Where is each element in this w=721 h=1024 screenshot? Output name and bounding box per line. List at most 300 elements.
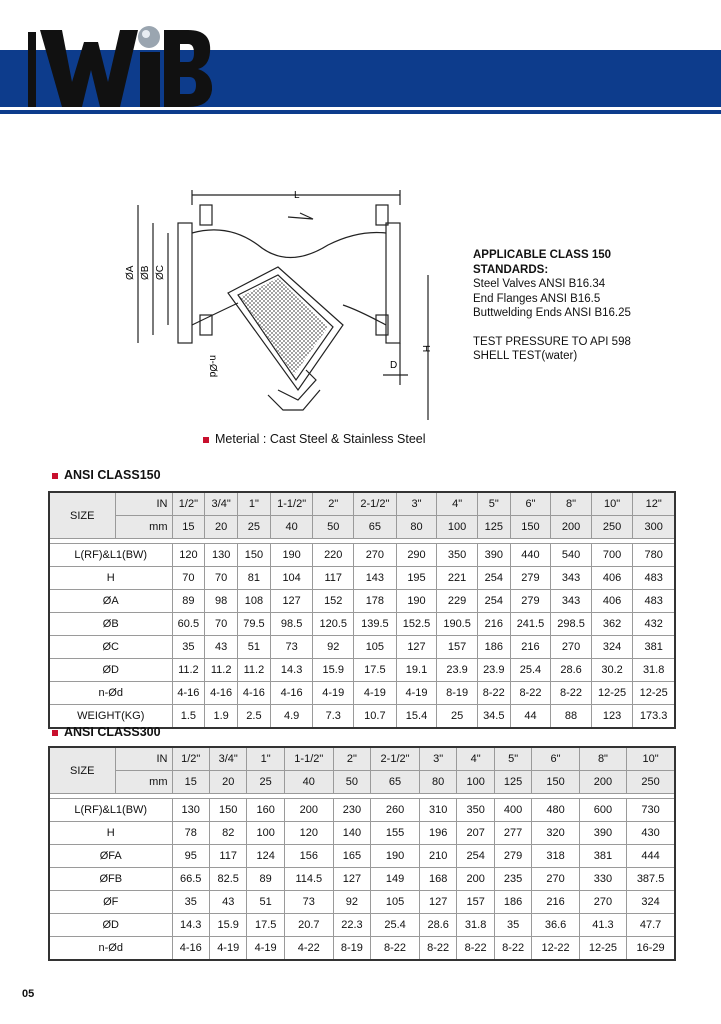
value-cell: 2.5	[238, 705, 271, 729]
value-cell: 160	[247, 799, 284, 822]
size-mm-cell: 100	[457, 771, 494, 794]
size-in-cell: 10"	[591, 492, 632, 516]
value-cell: 25	[437, 705, 478, 729]
value-cell: 47.7	[627, 914, 675, 937]
value-cell: 343	[551, 567, 592, 590]
applicable-standards	[473, 248, 703, 364]
value-cell: 4-19	[209, 937, 246, 961]
value-cell: 229	[437, 590, 478, 613]
value-cell: 152.5	[396, 613, 437, 636]
value-cell: 31.8	[633, 659, 675, 682]
test-pressure: TEST PRESSURE TO API 598	[473, 335, 631, 348]
value-cell: 4-22	[284, 937, 333, 961]
size-header: SIZE	[49, 747, 115, 794]
row-label: H	[49, 567, 172, 590]
value-cell: 12-25	[579, 937, 626, 961]
size-mm-cell: 100	[437, 516, 478, 539]
value-cell: 19.1	[396, 659, 437, 682]
value-cell: 22.3	[333, 914, 370, 937]
value-cell: 343	[551, 590, 592, 613]
value-cell: 254	[477, 567, 510, 590]
value-cell: 279	[510, 567, 551, 590]
size-in-cell: 5"	[494, 747, 531, 771]
value-cell: 387.5	[627, 868, 675, 891]
value-cell: 157	[437, 636, 478, 659]
value-cell: 152	[313, 590, 354, 613]
value-cell: 8-22	[551, 682, 592, 705]
value-cell: 25.4	[371, 914, 420, 937]
value-cell: 362	[591, 613, 632, 636]
size-mm-cell: 15	[172, 516, 205, 539]
value-cell: 190	[371, 845, 420, 868]
value-cell: 11.2	[205, 659, 238, 682]
value-cell: 8-19	[333, 937, 370, 961]
value-cell: 254	[477, 590, 510, 613]
value-cell: 168	[419, 868, 456, 891]
table-row	[49, 659, 675, 682]
value-cell: 66.5	[172, 868, 209, 891]
size-mm-cell: 40	[270, 516, 313, 539]
standards-subtitle: STANDARDS:	[473, 263, 549, 276]
size-in-cell: 12"	[633, 492, 675, 516]
size-in-cell: 3/4"	[209, 747, 246, 771]
value-cell: 127	[396, 636, 437, 659]
row-label: n-Ød	[49, 937, 172, 961]
value-cell: 279	[510, 590, 551, 613]
table-row	[49, 799, 675, 822]
value-cell: 34.5	[477, 705, 510, 729]
value-cell: 190	[270, 544, 313, 567]
value-cell: 120.5	[313, 613, 354, 636]
size-mm-cell: 20	[209, 771, 246, 794]
standard-line: Buttwelding Ends ANSI B16.25	[473, 307, 631, 319]
value-cell: 150	[238, 544, 271, 567]
value-cell: 124	[247, 845, 284, 868]
value-cell: 350	[457, 799, 494, 822]
size-mm-cell: 50	[333, 771, 370, 794]
value-cell: 480	[532, 799, 579, 822]
size-mm-cell: 125	[477, 516, 510, 539]
value-cell: 78	[172, 822, 209, 845]
value-cell: 4-16	[205, 682, 238, 705]
wb-logo	[28, 22, 213, 117]
value-cell: 28.6	[419, 914, 456, 937]
value-cell: 100	[247, 822, 284, 845]
row-label: ØC	[49, 636, 172, 659]
value-cell: 82.5	[209, 868, 246, 891]
value-cell: 277	[494, 822, 531, 845]
value-cell: 79.5	[238, 613, 271, 636]
value-cell: 4-16	[172, 937, 209, 961]
value-cell: 156	[284, 845, 333, 868]
value-cell: 120	[284, 822, 333, 845]
table-row	[49, 567, 675, 590]
value-cell: 260	[371, 799, 420, 822]
size-in-cell: 6"	[510, 492, 551, 516]
size-mm-cell: 20	[205, 516, 238, 539]
value-cell: 270	[532, 868, 579, 891]
dim-L-label: L	[294, 190, 300, 201]
size-in-cell: 8"	[551, 492, 592, 516]
value-cell: 298.5	[551, 613, 592, 636]
value-cell: 406	[591, 567, 632, 590]
value-cell: 8-19	[437, 682, 478, 705]
size-mm-cell: 50	[313, 516, 354, 539]
value-cell: 14.3	[270, 659, 313, 682]
value-cell: 390	[477, 544, 510, 567]
value-cell: 254	[457, 845, 494, 868]
value-cell: 88	[551, 705, 592, 729]
value-cell: 123	[591, 705, 632, 729]
value-cell: 780	[633, 544, 675, 567]
row-label: ØF	[49, 891, 172, 914]
table-row	[49, 822, 675, 845]
value-cell: 4-16	[270, 682, 313, 705]
value-cell: 35	[172, 891, 209, 914]
size-in-cell: 1/2"	[172, 747, 209, 771]
value-cell: 149	[371, 868, 420, 891]
value-cell: 230	[333, 799, 370, 822]
value-cell: 117	[209, 845, 246, 868]
class300-table	[48, 746, 676, 961]
value-cell: 20.7	[284, 914, 333, 937]
table-row	[49, 682, 675, 705]
value-cell: 35	[172, 636, 205, 659]
value-cell: 235	[494, 868, 531, 891]
value-cell: 82	[209, 822, 246, 845]
value-cell: 51	[238, 636, 271, 659]
value-cell: 11.2	[238, 659, 271, 682]
strainer-drawing	[125, 185, 448, 430]
value-cell: 157	[457, 891, 494, 914]
value-cell: 92	[313, 636, 354, 659]
value-cell: 4-19	[313, 682, 354, 705]
value-cell: 12-25	[591, 682, 632, 705]
value-cell: 81	[238, 567, 271, 590]
value-cell: 381	[633, 636, 675, 659]
mm-header: mm	[115, 771, 172, 794]
value-cell: 4-16	[238, 682, 271, 705]
value-cell: 15.9	[313, 659, 354, 682]
size-mm-cell: 300	[633, 516, 675, 539]
dim-D-label: D	[390, 360, 398, 371]
dim-nd-label: n-Ød	[207, 355, 218, 378]
row-label: H	[49, 822, 172, 845]
table-row	[49, 636, 675, 659]
size-mm-cell: 150	[532, 771, 579, 794]
value-cell: 92	[333, 891, 370, 914]
size-in-cell: 1-1/2"	[270, 492, 313, 516]
size-in-cell: 2"	[333, 747, 370, 771]
value-cell: 155	[371, 822, 420, 845]
value-cell: 196	[419, 822, 456, 845]
value-cell: 540	[551, 544, 592, 567]
size-in-cell: 4"	[457, 747, 494, 771]
value-cell: 8-22	[477, 682, 510, 705]
value-cell: 1.5	[172, 705, 205, 729]
value-cell: 127	[270, 590, 313, 613]
value-cell: 70	[205, 567, 238, 590]
value-cell: 16-29	[627, 937, 675, 961]
row-label: n-Ød	[49, 682, 172, 705]
value-cell: 165	[333, 845, 370, 868]
value-cell: 4.9	[270, 705, 313, 729]
value-cell: 4-19	[247, 937, 284, 961]
value-cell: 17.5	[247, 914, 284, 937]
value-cell: 270	[551, 636, 592, 659]
value-cell: 700	[591, 544, 632, 567]
row-label: ØD	[49, 659, 172, 682]
size-in-cell: 1"	[247, 747, 284, 771]
size-mm-cell: 250	[591, 516, 632, 539]
value-cell: 432	[633, 613, 675, 636]
size-mm-cell: 80	[419, 771, 456, 794]
value-cell: 70	[205, 613, 238, 636]
value-cell: 220	[313, 544, 354, 567]
shell-test: SHELL TEST(water)	[473, 350, 578, 362]
in-header: IN	[115, 747, 172, 771]
value-cell: 98	[205, 590, 238, 613]
value-cell: 140	[333, 822, 370, 845]
value-cell: 190	[396, 590, 437, 613]
value-cell: 89	[247, 868, 284, 891]
value-cell: 150	[209, 799, 246, 822]
value-cell: 60.5	[172, 613, 205, 636]
value-cell: 290	[396, 544, 437, 567]
value-cell: 320	[532, 822, 579, 845]
value-cell: 114.5	[284, 868, 333, 891]
size-mm-cell: 15	[172, 771, 209, 794]
size-in-cell: 3"	[396, 492, 437, 516]
page-number: 05	[22, 988, 35, 1000]
value-cell: 104	[270, 567, 313, 590]
value-cell: 4-16	[172, 682, 205, 705]
table-row	[49, 613, 675, 636]
table-row	[49, 590, 675, 613]
row-label: ØD	[49, 914, 172, 937]
value-cell: 43	[209, 891, 246, 914]
value-cell: 35	[494, 914, 531, 937]
value-cell: 186	[477, 636, 510, 659]
value-cell: 8-22	[419, 937, 456, 961]
size-in-cell: 10"	[627, 747, 675, 771]
value-cell: 8-22	[371, 937, 420, 961]
class150-table	[48, 491, 676, 729]
class150-title	[52, 468, 161, 482]
row-label: ØA	[49, 590, 172, 613]
dim-H-label: H	[420, 345, 431, 353]
standards-title: APPLICABLE CLASS 150	[473, 249, 612, 261]
size-in-cell: 2-1/2"	[371, 747, 420, 771]
value-cell: 73	[284, 891, 333, 914]
value-cell: 17.5	[354, 659, 397, 682]
value-cell: 381	[579, 845, 626, 868]
value-cell: 23.9	[437, 659, 478, 682]
value-cell: 120	[172, 544, 205, 567]
value-cell: 43	[205, 636, 238, 659]
size-in-cell: 2-1/2"	[354, 492, 397, 516]
size-in-cell: 1-1/2"	[284, 747, 333, 771]
value-cell: 25.4	[510, 659, 551, 682]
value-cell: 216	[477, 613, 510, 636]
size-mm-cell: 250	[627, 771, 675, 794]
size-in-cell: 5"	[477, 492, 510, 516]
value-cell: 483	[633, 567, 675, 590]
size-mm-cell: 25	[247, 771, 284, 794]
value-cell: 8-22	[510, 682, 551, 705]
value-cell: 11.2	[172, 659, 205, 682]
value-cell: 10.7	[354, 705, 397, 729]
table-row	[49, 891, 675, 914]
value-cell: 12-22	[532, 937, 579, 961]
size-mm-cell: 200	[551, 516, 592, 539]
value-cell: 200	[457, 868, 494, 891]
value-cell: 28.6	[551, 659, 592, 682]
row-label: ØFB	[49, 868, 172, 891]
value-cell: 350	[437, 544, 478, 567]
value-cell: 324	[627, 891, 675, 914]
size-in-cell: 8"	[579, 747, 626, 771]
material-note	[203, 432, 426, 446]
value-cell: 190.5	[437, 613, 478, 636]
value-cell: 44	[510, 705, 551, 729]
size-mm-cell: 125	[494, 771, 531, 794]
value-cell: 210	[419, 845, 456, 868]
value-cell: 98.5	[270, 613, 313, 636]
size-header: SIZE	[49, 492, 115, 539]
value-cell: 318	[532, 845, 579, 868]
bullet-icon	[203, 437, 209, 443]
bullet-icon	[52, 730, 58, 736]
dim-B-label: ØB	[140, 265, 151, 280]
table-row	[49, 937, 675, 961]
in-header: IN	[115, 492, 172, 516]
value-cell: 440	[510, 544, 551, 567]
size-mm-cell: 80	[396, 516, 437, 539]
value-cell: 310	[419, 799, 456, 822]
value-cell: 279	[494, 845, 531, 868]
value-cell: 4-19	[396, 682, 437, 705]
value-cell: 7.3	[313, 705, 354, 729]
size-in-cell: 6"	[532, 747, 579, 771]
table-row	[49, 914, 675, 937]
value-cell: 15.4	[396, 705, 437, 729]
value-cell: 41.3	[579, 914, 626, 937]
value-cell: 108	[238, 590, 271, 613]
dim-C-label: ØC	[155, 265, 166, 280]
value-cell: 105	[371, 891, 420, 914]
table-row	[49, 868, 675, 891]
value-cell: 195	[396, 567, 437, 590]
value-cell: 400	[494, 799, 531, 822]
value-cell: 117	[313, 567, 354, 590]
value-cell: 15.9	[209, 914, 246, 937]
value-cell: 130	[172, 799, 209, 822]
size-mm-cell: 200	[579, 771, 626, 794]
value-cell: 8-22	[494, 937, 531, 961]
size-mm-cell: 65	[371, 771, 420, 794]
value-cell: 483	[633, 590, 675, 613]
value-cell: 14.3	[172, 914, 209, 937]
value-cell: 200	[284, 799, 333, 822]
size-mm-cell: 65	[354, 516, 397, 539]
size-in-cell: 2"	[313, 492, 354, 516]
value-cell: 4-19	[354, 682, 397, 705]
standard-line: Steel Valves ANSI B16.34	[473, 278, 606, 290]
row-label: L(RF)&L1(BW)	[49, 799, 172, 822]
value-cell: 127	[419, 891, 456, 914]
value-cell: 8-22	[457, 937, 494, 961]
dim-A-label: ØA	[125, 265, 136, 280]
row-label: ØB	[49, 613, 172, 636]
value-cell: 36.6	[532, 914, 579, 937]
value-cell: 73	[270, 636, 313, 659]
value-cell: 139.5	[354, 613, 397, 636]
value-cell: 89	[172, 590, 205, 613]
size-in-cell: 1/2"	[172, 492, 205, 516]
value-cell: 105	[354, 636, 397, 659]
table-row	[49, 845, 675, 868]
value-cell: 31.8	[457, 914, 494, 937]
value-cell: 127	[333, 868, 370, 891]
value-cell: 324	[591, 636, 632, 659]
value-cell: 216	[510, 636, 551, 659]
value-cell: 406	[591, 590, 632, 613]
value-cell: 70	[172, 567, 205, 590]
value-cell: 186	[494, 891, 531, 914]
size-mm-cell: 40	[284, 771, 333, 794]
value-cell: 173.3	[633, 705, 675, 729]
value-cell: 330	[579, 868, 626, 891]
table-row	[49, 544, 675, 567]
row-label: ØFA	[49, 845, 172, 868]
class150-title-text: ANSI CLASS150	[64, 468, 161, 482]
value-cell: 730	[627, 799, 675, 822]
value-cell: 12-25	[633, 682, 675, 705]
size-in-cell: 1"	[238, 492, 271, 516]
value-cell: 143	[354, 567, 397, 590]
material-text: Meterial : Cast Steel & Stainless Steel	[215, 432, 426, 446]
value-cell: 130	[205, 544, 238, 567]
value-cell: 430	[627, 822, 675, 845]
value-cell: 600	[579, 799, 626, 822]
row-label: L(RF)&L1(BW)	[49, 544, 172, 567]
value-cell: 270	[354, 544, 397, 567]
size-in-cell: 4"	[437, 492, 478, 516]
value-cell: 241.5	[510, 613, 551, 636]
bullet-icon	[52, 473, 58, 479]
value-cell: 444	[627, 845, 675, 868]
value-cell: 95	[172, 845, 209, 868]
size-in-cell: 3"	[419, 747, 456, 771]
value-cell: 178	[354, 590, 397, 613]
mm-header: mm	[115, 516, 172, 539]
value-cell: 270	[579, 891, 626, 914]
value-cell: 30.2	[591, 659, 632, 682]
class300-title	[52, 725, 161, 739]
value-cell: 390	[579, 822, 626, 845]
size-mm-cell: 150	[510, 516, 551, 539]
value-cell: 23.9	[477, 659, 510, 682]
value-cell: 221	[437, 567, 478, 590]
row-label: WEIGHT(KG)	[49, 705, 172, 729]
value-cell: 207	[457, 822, 494, 845]
class300-title-text: ANSI CLASS300	[64, 725, 161, 739]
size-mm-cell: 25	[238, 516, 271, 539]
value-cell: 51	[247, 891, 284, 914]
standard-line: End Flanges ANSI B16.5	[473, 292, 601, 305]
value-cell: 216	[532, 891, 579, 914]
